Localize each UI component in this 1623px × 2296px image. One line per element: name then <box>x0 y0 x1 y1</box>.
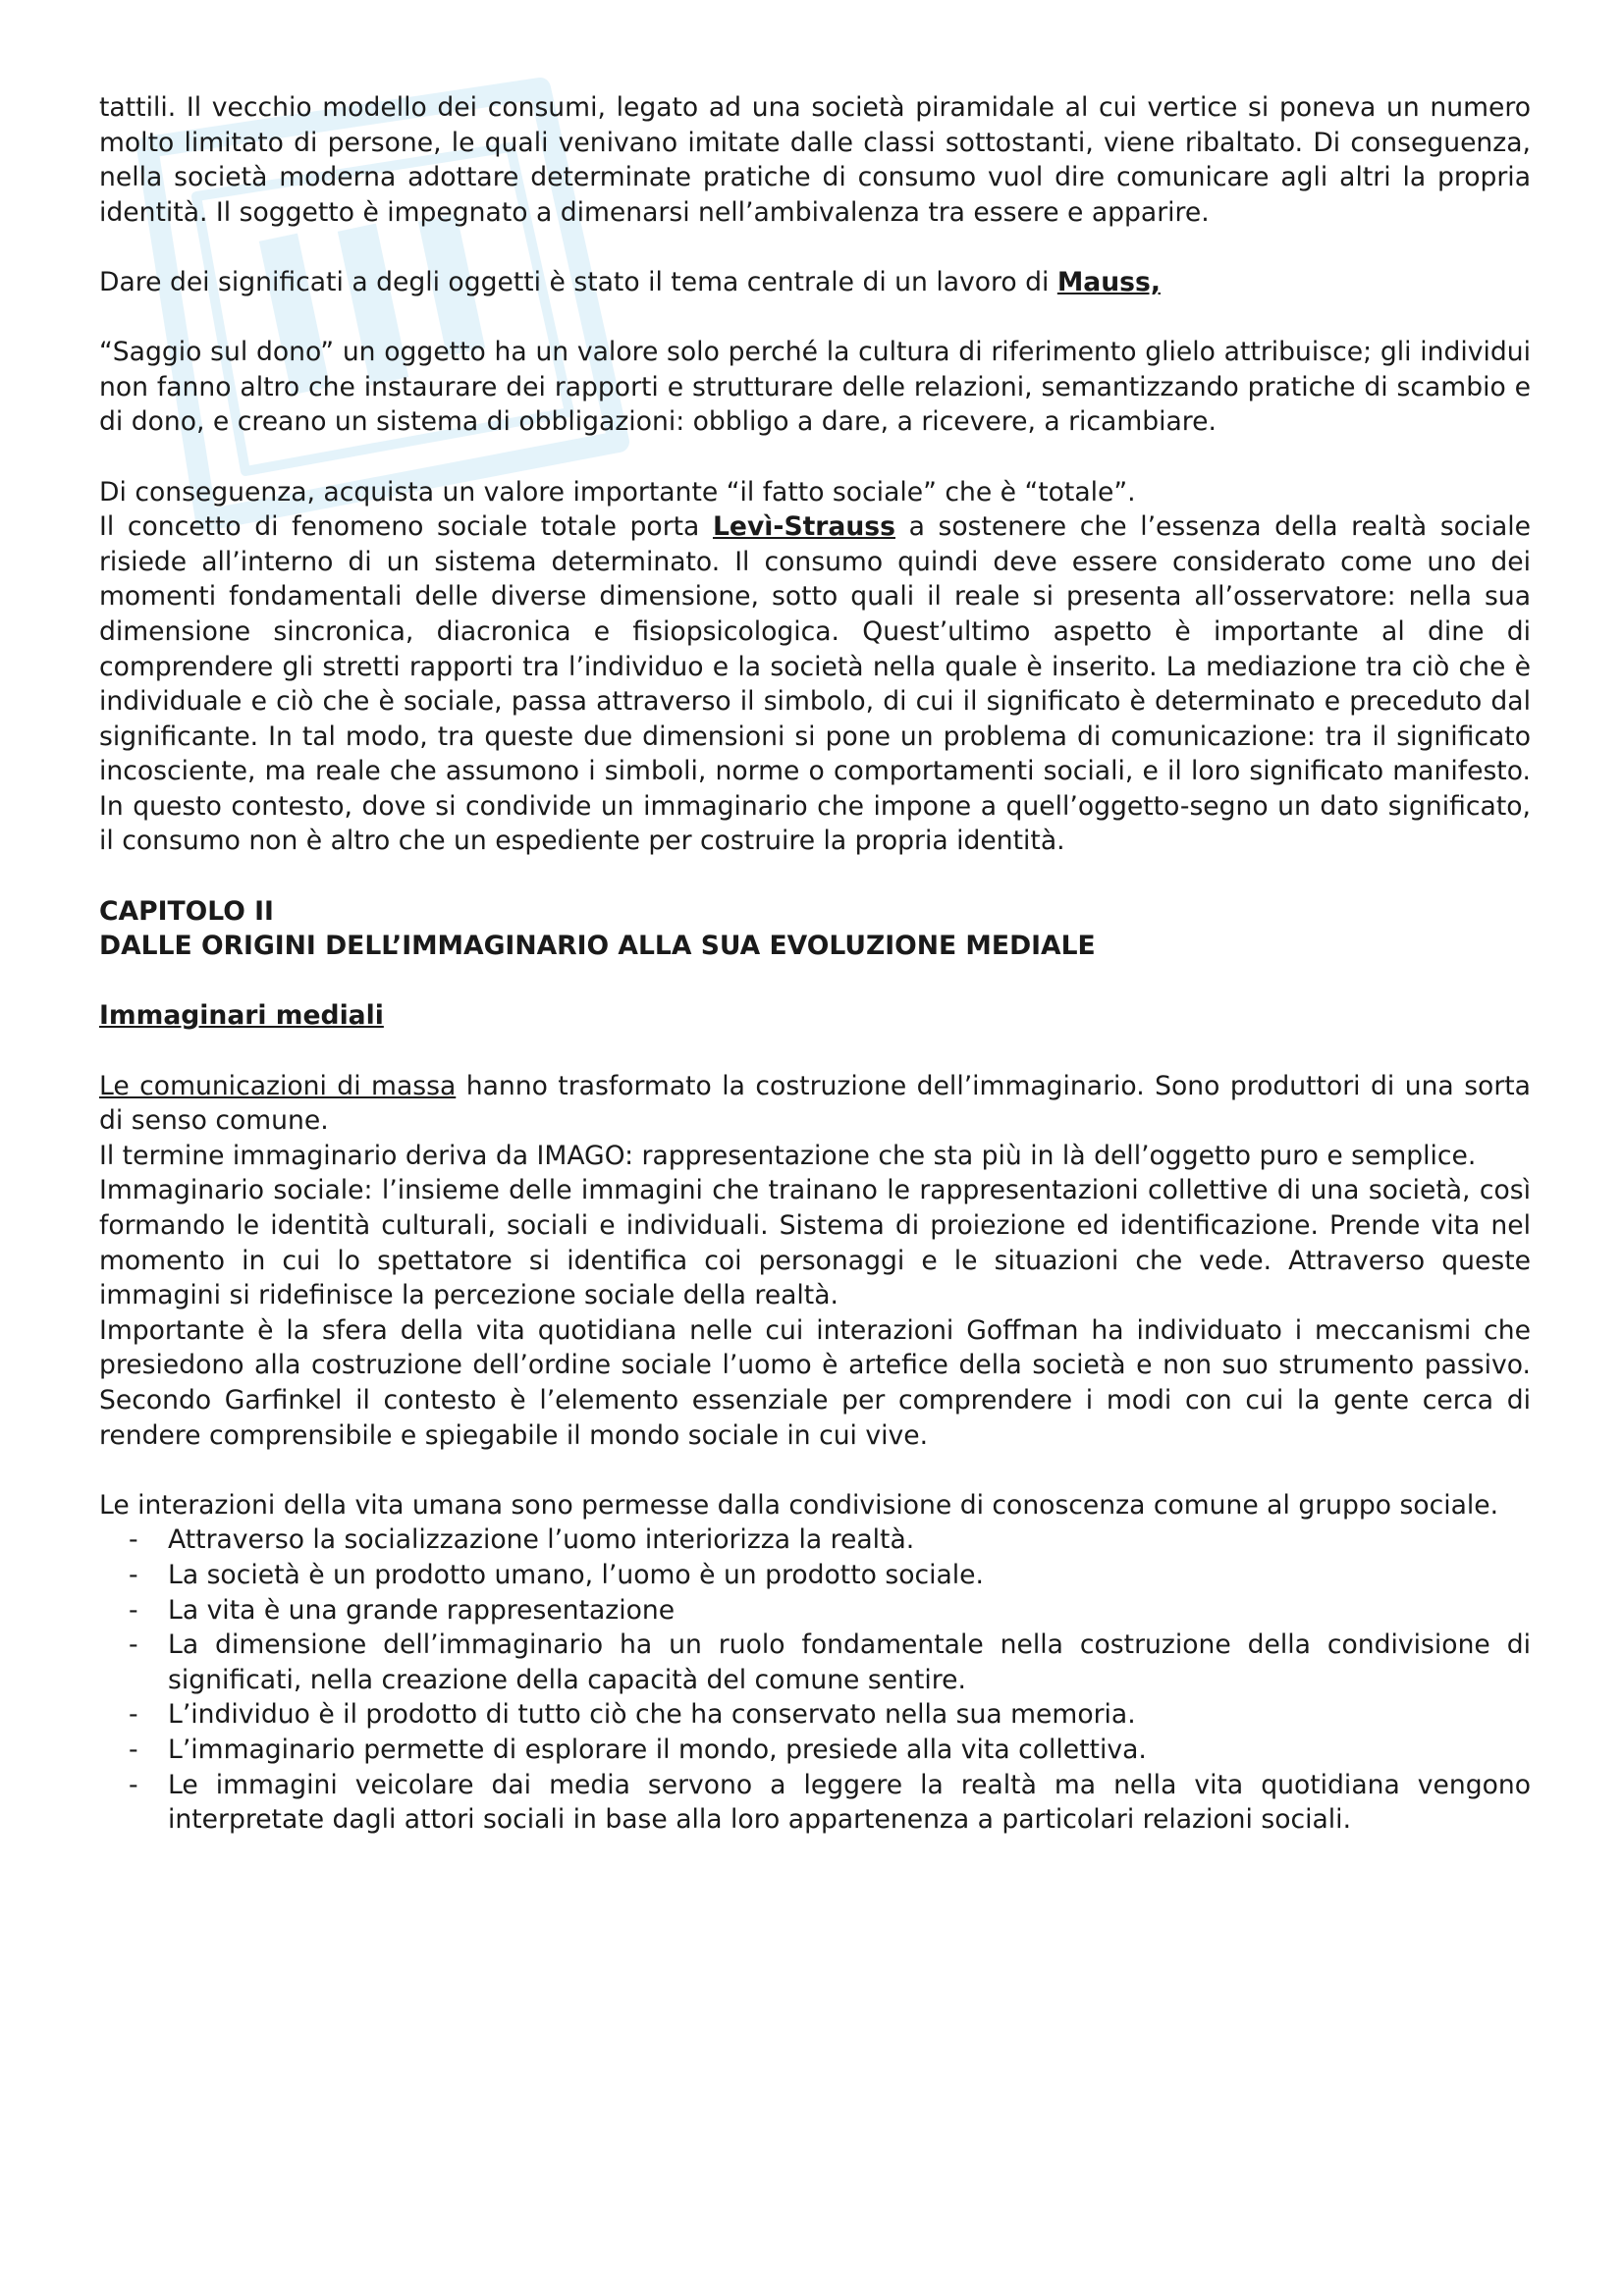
list-item: - Attraverso la socializzazione l’uomo interiorizza la realtà. <box>99 1522 1531 1558</box>
author-levi-strauss: Levì-Strauss <box>712 511 895 543</box>
list-item: - La dimensione dell’immaginario ha un ruolo fondamentale nella costruzione della condivisione di significati, nella creazione della capacità del comune sentire. <box>99 1628 1531 1697</box>
list-item: - L’immaginario permette di esplorare il mondo, presiede alla vita collettiva. <box>99 1733 1531 1768</box>
comunicazioni-text: hanno trasformato la costruzione dell’immaginario. Sono produttori di una sorta di senso comune. <box>99 1070 1531 1137</box>
chapter-title: DALLE ORIGINI DELL’IMMAGINARIO ALLA SUA EVOLUZIONE MEDIALE <box>99 931 1096 962</box>
chapter-number: CAPITOLO II <box>99 895 274 927</box>
paragraph-levi-pre: Il concetto di fenomeno sociale totale porta <box>99 511 713 543</box>
book-title: “Saggio sul dono” <box>99 337 343 368</box>
section-title: Immaginari mediali <box>99 1000 384 1032</box>
list-item: - La società è un prodotto umano, l’uomo è un prodotto sociale. <box>99 1558 1531 1593</box>
list-item: - La vita è una grande rappresentazione <box>99 1593 1531 1629</box>
bullet-list <box>99 1522 1531 1837</box>
paragraph-saggio-dono <box>99 335 1531 440</box>
paragraph-levi-post: a sostenere che l’essenza della realtà sociale risiede all’interno di un sistema determinato. Il consumo quindi deve essere considerato come uno dei momenti fondamentali delle diverse dimensione, sotto quali il reale si presenta all’osservatore: nella sua dimensione sincronica, diacronica e fisiopsicologica. Quest’ultimo aspetto è importante al dine di comprendere gli stretti rapporti tra l’individuo e la società nella quale è inserito. La mediazione tra ciò che è individuale e ciò che è sociale, passa attraverso il simbolo, di cui il significato è determinato e preceduto dal significante. In tal modo, tra queste due dimensioni si pone un problema di comunicazione: tra il significato incosciente, ma reale che assumono i simboli, norme o comportamenti sociali, e il loro significato manifesto. In questo contesto, dove si condivide un immaginario che impone a quell’oggetto-segno un dato significato, il consumo non è altro che un espediente per costruire la propria identità. <box>99 511 1531 857</box>
list-item: - L’individuo è il prodotto di tutto ciò che ha conservato nella sua memoria. <box>99 1697 1531 1733</box>
paragraph-imago: Il termine immaginario deriva da IMAGO: rappresentazione che sta più in là dell’oggetto puro e semplice. <box>99 1140 1477 1171</box>
paragraph-saggio-text: un oggetto ha un valore solo perché la cultura di riferimento glielo attribuisce; gli individui non fanno altro che instaurare dei rapporti e strutturare delle relazioni, semantizzando pratiche di scambio e di dono, e creano un sistema di obbligazioni: obbligo a dare, a ricevere, a ricambiare. <box>99 337 1531 438</box>
paragraph-comunicazioni <box>99 1069 1531 1139</box>
paragraph-mauss <box>99 265 1531 300</box>
list-item: - Le immagini veicolare dai media servono a leggere la realtà ma nella vita quotidiana vengono interpretate dagli attori sociali in base alla loro appartenenza a particolari relazioni sociali. <box>99 1768 1531 1838</box>
goffman-post: l’uomo è artefice della società e non suo strumento passivo. Secondo Garfinkel il contesto è l’elemento essenziale per comprendere i modi con cui la gente cerca di rendere comprensibile e spiegabile il mondo sociale in cui vive. <box>99 1350 1531 1451</box>
paragraph-consumption-model: tattili. Il vecchio modello dei consumi, legato ad una società piramidale al cui vertice si poneva un numero molto limitato di persone, le quali venivano imitate dalle classi sottostanti, viene ribaltato. Di conseguenza, nella società moderna adottare determinate pratiche di consumo vuol dire comunicare agli altri la propria identità. Il soggetto è impegnato a dimenarsi nell’ambivalenza tra essere e apparire. <box>99 92 1531 228</box>
paragraph-mauss-text: Dare dei significati a degli oggetti è stato il tema centrale di un lavoro di <box>99 266 1057 297</box>
paragraph-interazioni: Le interazioni della vita umana sono permesse dalla condivisione di conoscenza comune al gruppo sociale. <box>99 1489 1499 1521</box>
comunicazioni-lead: Le comunicazioni di massa <box>99 1070 457 1101</box>
author-mauss: Mauss, <box>1056 266 1161 297</box>
paragraph-goffman <box>99 1313 1531 1453</box>
paragraph-immaginario-sociale: Immaginario sociale: l’insieme delle immagini che trainano le rappresentazioni collettive di una società, così formando le identità culturali, sociali e individuali. Sistema di proiezione ed identificazione. Prende vita nel momento in cui lo spettatore si identifica coi personaggi e le situazioni che vede. Attraverso queste immagini si ridefinisce la percezione sociale della realtà. <box>99 1175 1531 1311</box>
document-body <box>99 90 1531 1838</box>
paragraph-fatto-sociale: Di conseguenza, acquista un valore importante “il fatto sociale” che è “totale”. <box>99 476 1136 507</box>
paragraph-levi-strauss <box>99 509 1531 859</box>
goffman-pre: Importante è la sfera della vita quotidiana nelle cui interazioni Goffman ha individuato i meccanismi che presiedono alla costruzione dell’ordine sociale <box>99 1314 1531 1381</box>
